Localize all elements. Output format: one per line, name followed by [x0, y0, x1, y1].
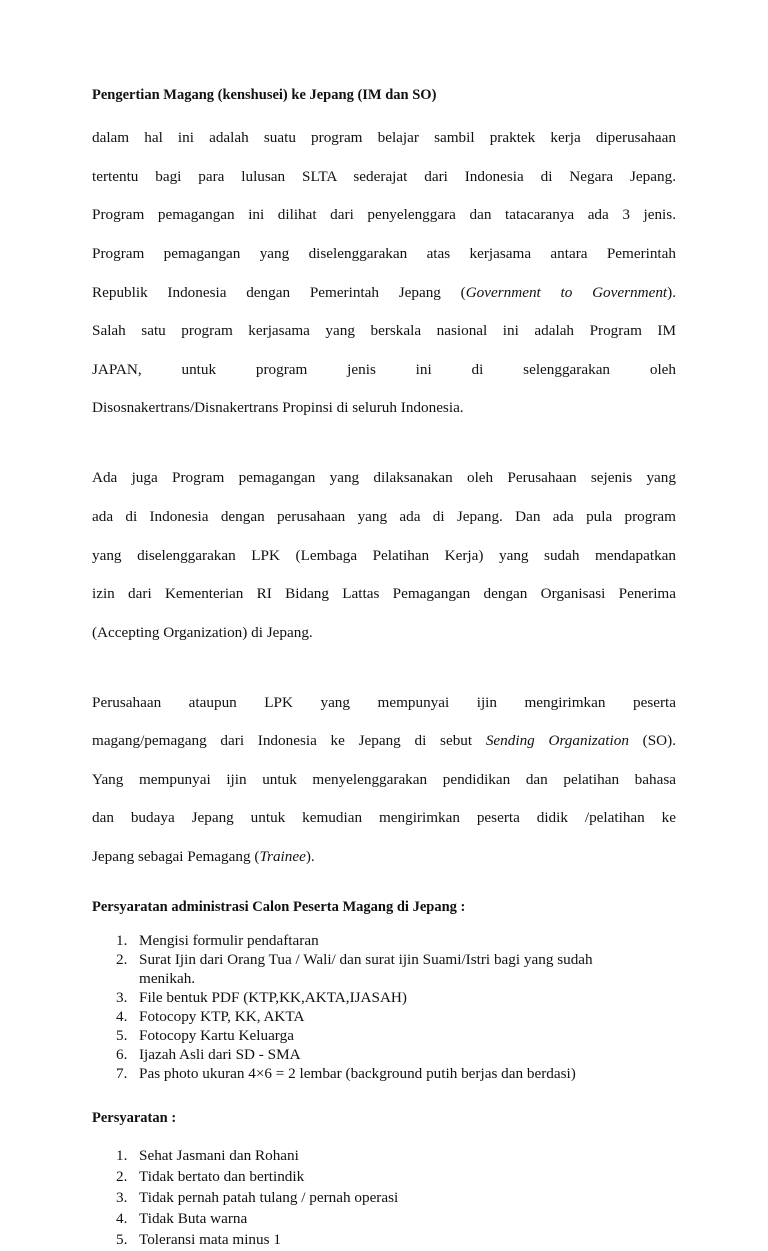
list-item-text: File bentuk PDF (KTP,KK,AKTA,IJASAH): [139, 988, 407, 1006]
paragraph-3-line: Yang mempunyai ijin untuk menyelenggarakan pendidikan dan pelatihan bahasa: [92, 770, 676, 788]
list-number: 2.: [116, 1167, 128, 1185]
list-item: [92, 1064, 676, 1083]
paragraph-2-line: Ada juga Program pemagangan yang dilaksanakan oleh Perusahaan sejenis yang: [92, 469, 676, 487]
document-page: [92, 86, 676, 1251]
list-item-text: Sehat Jasmani dan Rohani: [139, 1146, 299, 1164]
paragraph-1-line: Program pemagangan ini dilihat dari penyelenggara dan tatacaranya ada 3 jenis.: [92, 206, 676, 224]
paragraph-2-line: (Accepting Organization) di Jepang.: [92, 623, 313, 641]
paragraph-1-line: Program pemagangan yang diselenggarakan atas kerjasama antara Pemerintah: [92, 245, 676, 263]
list-item-text: Mengisi formulir pendaftaran: [139, 931, 319, 949]
list-item: [92, 988, 676, 1007]
list-item: [92, 1007, 676, 1026]
paragraph-1-line: Disosnakertrans/Disnakertrans Propinsi di seluruh Indonesia.: [92, 399, 464, 417]
list-item-text: Ijazah Asli dari SD - SMA: [139, 1045, 301, 1063]
paragraph-3-text: (SO).: [628, 732, 676, 750]
list-item: [92, 931, 676, 950]
list-item-text: Surat Ijin dari Orang Tua / Wali/ dan surat ijin Suami/Istri bagi yang sudah menikah.: [139, 950, 593, 987]
paragraph-2: [92, 449, 676, 661]
paragraph-2-line: yang diselenggarakan LPK (Lembaga Pelatihan Kerja) yang sudah mendapatkan: [92, 546, 676, 564]
paragraph-1-line: [92, 283, 676, 302]
paragraph-1: [92, 109, 676, 437]
paragraph-3-line: dan budaya Jepang untuk kemudian mengirimkan peserta didik /pelatihan ke: [92, 809, 676, 827]
list-number: 2.: [116, 950, 128, 968]
list-number: 3.: [116, 988, 128, 1006]
list-item-text: Fotocopy Kartu Keluarga: [139, 1026, 294, 1044]
paragraph-1-text: ).: [667, 283, 677, 301]
list-number: 1.: [116, 1146, 128, 1164]
list-item: [92, 1209, 676, 1228]
list-item-text: Pas photo ukuran 4×6 = 2 lembar (background putih berjas dan berdasi): [139, 1064, 576, 1082]
paragraph-1-line: tertentu bagi para lulusan SLTA sederajat dari Indonesia di Negara Jepang.: [92, 167, 676, 185]
admin-requirements-list: [92, 931, 676, 1083]
list-item-text: Toleransi mata minus 1: [139, 1230, 281, 1248]
paragraph-1-line: Salah satu program kerjasama yang berskala nasional ini adalah Program IM: [92, 322, 676, 340]
list-number: 4.: [116, 1209, 128, 1227]
paragraph-3-text: magang/pemagang dari Indonesia ke Jepang di sebut: [92, 732, 486, 750]
list-item: [92, 1167, 676, 1186]
list-item-text: Tidak Buta warna: [139, 1209, 248, 1227]
paragraph-1-line: dalam hal ini adalah suatu program belajar sambil praktek kerja diperusahaan: [92, 129, 676, 147]
list-number: 7.: [116, 1064, 128, 1082]
list-number: 1.: [116, 931, 128, 949]
document-title: Pengertian Magang (kenshusei) ke Jepang (IM dan SO): [92, 87, 437, 103]
list-number: 3.: [116, 1188, 128, 1206]
list-item: [92, 1230, 676, 1249]
requirements-list: [92, 1146, 676, 1249]
paragraph-3: [92, 673, 676, 885]
paragraph-3-text: ).: [305, 847, 315, 865]
list-number: 5.: [116, 1026, 128, 1044]
paragraph-3-italic: Trainee: [259, 847, 306, 865]
paragraph-1-line: JAPAN, untuk program jenis ini di selenggarakan oleh: [92, 360, 676, 378]
paragraph-3-text: Jepang sebagai Pemagang (: [92, 847, 260, 865]
list-item: [92, 950, 676, 988]
list-item: [92, 1188, 676, 1207]
list-number: 6.: [116, 1045, 128, 1063]
paragraph-2-line: ada di Indonesia dengan perusahaan yang ada di Jepang. Dan ada pula program: [92, 507, 676, 525]
section-title-requirements: Persyaratan :: [92, 1109, 177, 1126]
list-item-text: Fotocopy KTP, KK, AKTA: [139, 1007, 305, 1025]
list-item: [92, 1026, 676, 1045]
section-title-admin-requirements: Persyaratan administrasi Calon Peserta Magang di Jepang :: [92, 898, 466, 915]
list-number: 5.: [116, 1230, 128, 1248]
list-item-text: Tidak bertato dan bertindik: [139, 1167, 305, 1185]
paragraph-3-line: [92, 847, 676, 866]
paragraph-3-line: [92, 731, 676, 750]
paragraph-1-text: Republik Indonesia dengan Pemerintah Jepang (: [92, 283, 466, 301]
paragraph-1-italic: Government to Government: [465, 283, 668, 301]
paragraph-3-line: Perusahaan ataupun LPK yang mempunyai ijin mengirimkan peserta: [92, 693, 676, 711]
list-item: [92, 1045, 676, 1064]
paragraph-2-line: izin dari Kementerian RI Bidang Lattas Pemagangan dengan Organisasi Penerima: [92, 585, 676, 603]
list-item: [92, 1146, 676, 1165]
list-number: 4.: [116, 1007, 128, 1025]
paragraph-3-italic: Sending Organization: [485, 732, 629, 750]
list-item-text: Tidak pernah patah tulang / pernah operasi: [139, 1188, 399, 1206]
